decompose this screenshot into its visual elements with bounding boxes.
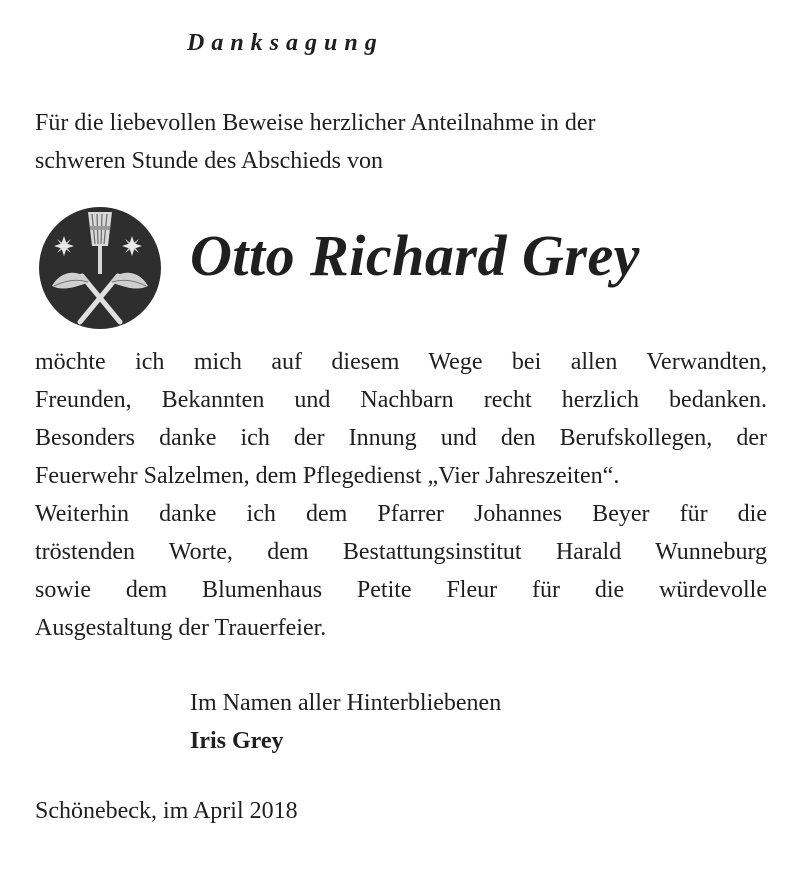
place-date: Schönebeck, im April 2018 — [35, 798, 298, 824]
thanks-line: möchte ich mich auf diesem Wege bei allen Verwandten, — [35, 349, 767, 375]
closing-phrase: Im Namen aller Hinterbliebenen — [190, 690, 502, 716]
thanks-line: sowie dem Blumenhaus Petite Fleur für die würdevolle — [35, 577, 767, 603]
thanks-line: Weiterhin danke ich dem Pfarrer Johannes Beyer für die — [35, 501, 767, 527]
intro-text — [35, 104, 775, 180]
thanks-line: Freunden, Bekannten und Nachbarn recht herzlich bedanken. — [35, 387, 767, 413]
deceased-name: Otto Richard Grey — [190, 223, 640, 288]
notice-heading: Danksagung — [187, 30, 384, 56]
thanks-line: Feuerwehr Salzelmen, dem Pflegedienst „Vier Jahreszeiten“. — [35, 463, 620, 489]
intro-line: Für die liebevollen Beweise herzlicher Anteilnahme in der — [35, 110, 596, 136]
signer-name: Iris Grey — [190, 728, 284, 754]
thanks-line: Ausgestaltung der Trauerfeier. — [35, 615, 327, 641]
thanks-line: Besonders danke ich der Innung und den Berufskollegen, der — [35, 425, 767, 451]
intro-line: schweren Stunde des Abschieds von — [35, 148, 383, 174]
thanks-text — [35, 343, 767, 647]
closing-block — [190, 684, 501, 760]
thanks-line: tröstenden Worte, dem Bestattungsinstitut Harald Wunneburg — [35, 539, 767, 565]
craft-guild-emblem-icon — [38, 206, 162, 330]
